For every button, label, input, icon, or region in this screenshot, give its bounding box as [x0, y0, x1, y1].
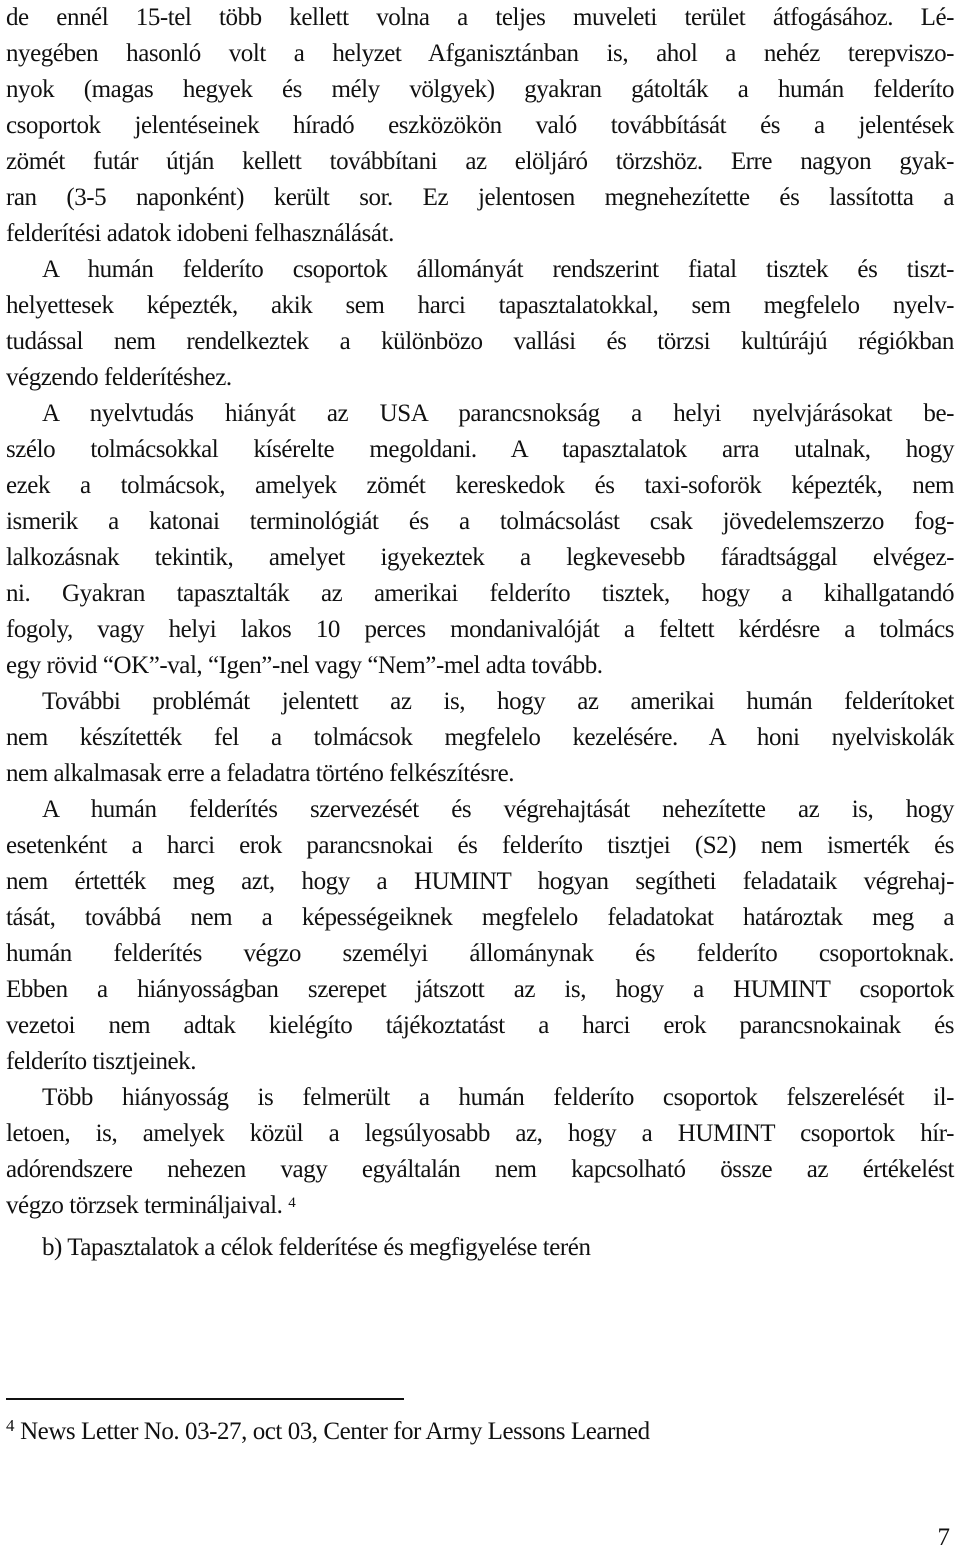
text-line: lalkozásnak tekintik, amelyet igyekeztek a legkevesebb fáradtsággal elvégez-: [6, 544, 954, 571]
paragraph-first-line: Több hiányosság is felmerült a humán felderíto csoportok felszerelését il-: [42, 1084, 954, 1111]
text-line: csoportok jelentéseinek híradó eszközökön való továbbítását és a jelentések: [6, 112, 954, 139]
footnote-text: News Letter No. 03-27, oct 03, Center for Army Lessons Learned: [20, 1418, 650, 1445]
text-line: szélo tolmácsokkal kísérelte megoldani. A tapasztalatok arra utalnak, hogy: [6, 436, 954, 463]
text-line: nem alkalmasak erre a feladatra történo felkészítésre.: [6, 760, 515, 787]
text-line: helyettesek képezték, akik sem harci tapasztalatokkal, sem megfelelo nyelv-: [6, 292, 954, 319]
paragraph-first-line: A humán felderítés szervezését és végrehajtását nehezítette az is, hogy: [42, 796, 954, 823]
text-line: adórendszere nehezen vagy egyáltalán nem kapcsolható össze az értékelést: [6, 1156, 954, 1183]
text-line: ni. Gyakran tapasztalták az amerikai felderíto tisztek, hogy a kihallgatandó: [6, 580, 954, 607]
text-line: fogoly, vagy helyi lakos 10 perces mondanivalóját a feltett kérdésre a tolmács: [6, 616, 954, 643]
text-line: letoen, is, amelyek közül a legsúlyosabb az, hogy a HUMINT csoportok hír-: [6, 1120, 954, 1147]
text-line: felderíto tisztjeinek.: [6, 1048, 197, 1075]
text-line: ismerik a katonai terminológiát és a tolmácsolást csak jövedelemszerzo fog-: [6, 508, 954, 535]
text-line: tását, továbbá nem a képességeiknek megfelelo feladatokat határoztak meg a: [6, 904, 954, 931]
paragraph-first-line: A humán felderíto csoportok állományát rendszerint fiatal tisztek és tiszt-: [42, 256, 954, 283]
text-line: tudással nem rendelkeztek a különbözo vallási és törzsi kultúrájú régiókban: [6, 328, 954, 355]
footnote-reference[interactable]: 4: [288, 1195, 296, 1211]
text-line: nem értették meg azt, hogy a HUMINT hogyan segítheti feladataik végrehaj-: [6, 868, 954, 895]
text-line: Ebben a hiányosságban szerepet játszott az is, hogy a HUMINT csoportok: [6, 976, 954, 1003]
text-line: ran (3-5 naponként) került sor. Ez jelentosen megnehezítette és lassította a: [6, 184, 954, 211]
footnote: [6, 1414, 650, 1452]
paragraph-first-line: További problémát jelentett az is, hogy az amerikai humán felderítoket: [42, 688, 954, 715]
text-line: nyok (magas hegyek és mély völgyek) gyakran gátolták a humán felderíto: [6, 76, 954, 103]
text-line: nyegében hasonló volt a helyzet Afganisztánban is, ahol a nehéz terepviszo-: [6, 40, 954, 67]
text-line: nem készítették fel a tolmácsok megfelelo kezelésére. A honi nyelviskolák: [6, 724, 954, 751]
paragraph-first-line: A nyelvtudás hiányát az USA parancsnokság a helyi nyelvjárásokat be-: [42, 400, 954, 427]
footnote-separator: [6, 1398, 404, 1400]
text-line: ezek a tolmácsok, amelyek zömét kereskedok és taxi-soforök képezték, nem: [6, 472, 954, 499]
text-line: humán felderítés végzo személyi állománynak és felderíto csoportoknak.: [6, 940, 954, 967]
text-line: egy rövid “OK”-val, “Igen”-nel vagy “Nem”-mel adta tovább.: [6, 652, 603, 679]
text-line: de ennél 15-tel több kellett volna a teljes muveleti terület átfogásához. Lé-: [6, 4, 954, 31]
page-number: 7: [937, 1524, 950, 1551]
text-line: zömét futár útján kellett továbbítani az elöljáró törzshöz. Erre nagyon gyak-: [6, 148, 954, 175]
text-span: végzo törzsek termináljaival.: [6, 1192, 283, 1219]
text-line: esetenként a harci erok parancsnokai és felderíto tisztjei (S2) nem ismerték és: [6, 832, 954, 859]
footnote-number: 4: [6, 1416, 15, 1435]
text-line-with-footnote-ref: [6, 1188, 954, 1224]
text-line: vezetoi nem adtak kielégíto tájékoztatást a harci erok parancsnokainak és: [6, 1012, 954, 1039]
text-line: felderítési adatok idobeni felhasználását.: [6, 220, 394, 247]
subsection-heading: b) Tapasztalatok a célok felderítése és megfigyelése terén: [42, 1234, 591, 1261]
text-line: végzendo felderítéshez.: [6, 364, 232, 391]
